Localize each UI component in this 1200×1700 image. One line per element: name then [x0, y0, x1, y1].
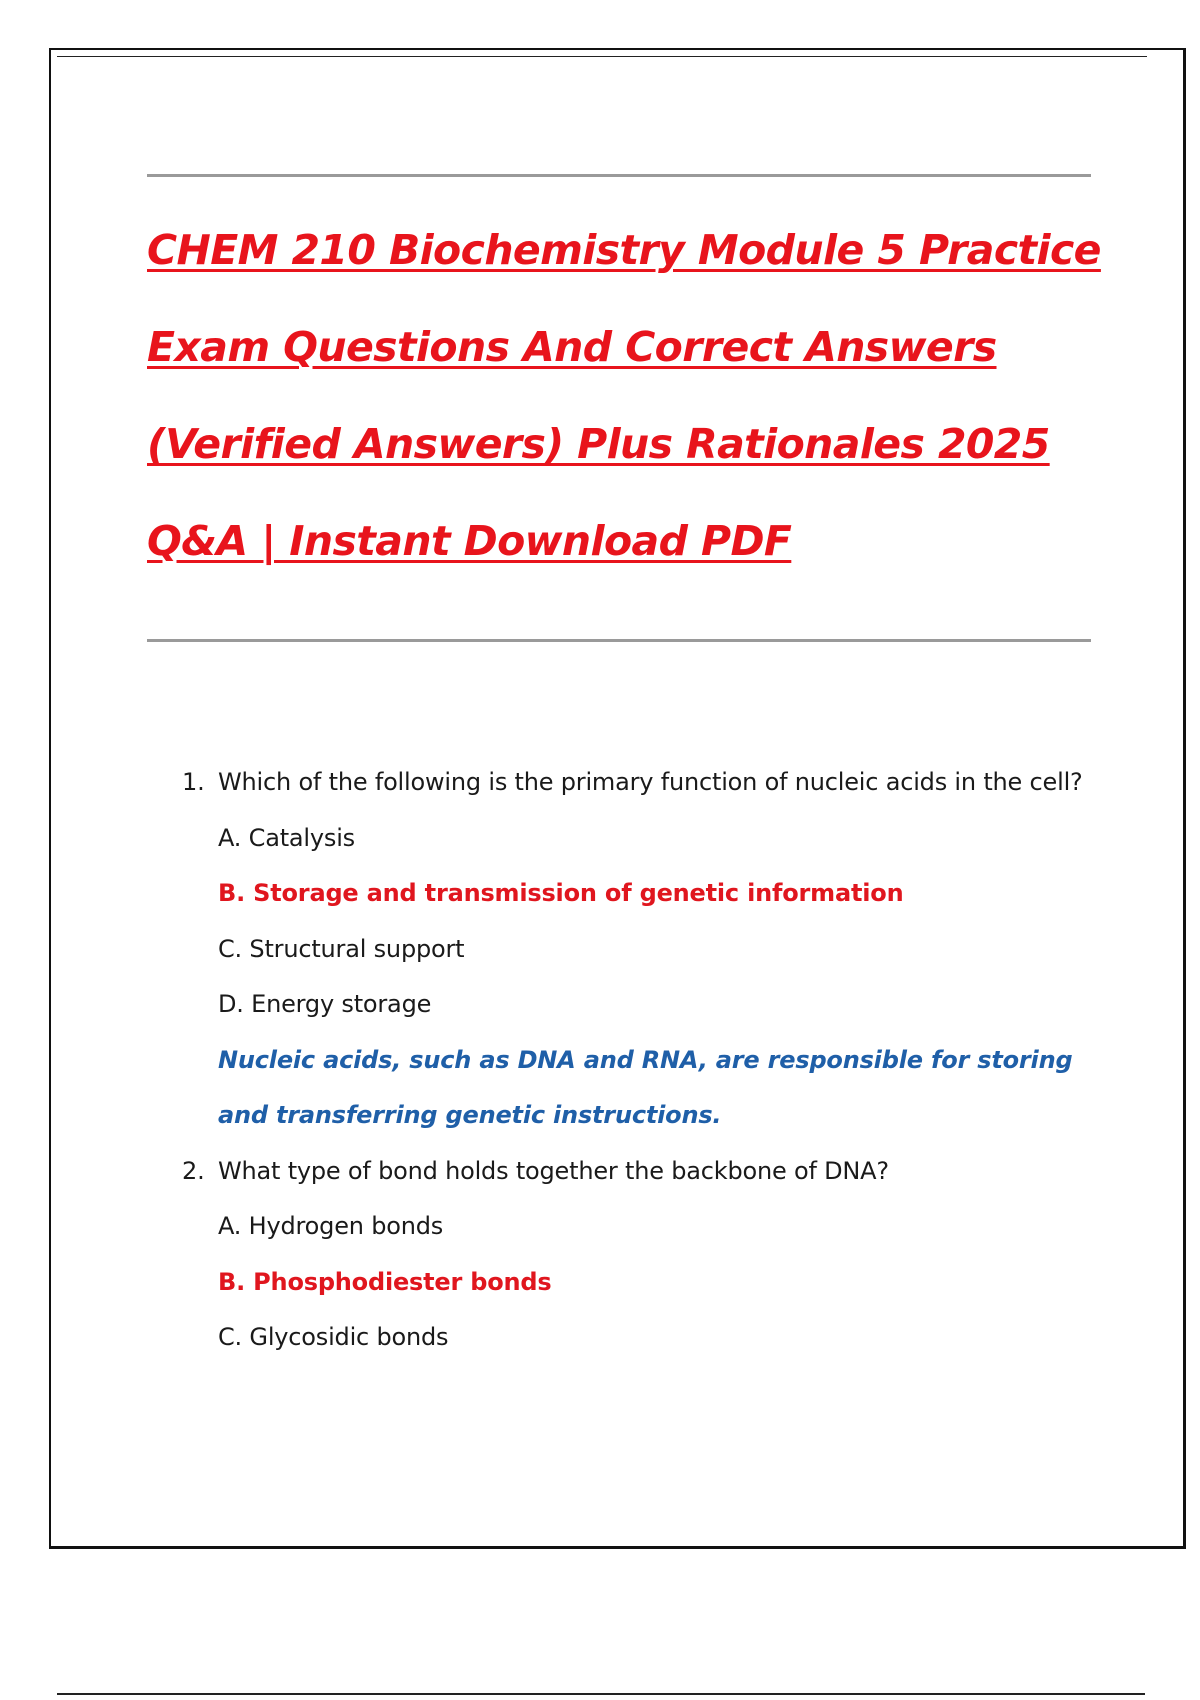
title-line: Q&A | Instant Download PDF: [147, 517, 792, 565]
question-item: [182, 1144, 1122, 1366]
question-number: 2.: [182, 1156, 205, 1185]
answer-option: C. Structural support: [218, 934, 465, 963]
footer-rule: [57, 1693, 1145, 1695]
answer-option: C. Glycosidic bonds: [218, 1323, 449, 1351]
question-item: [182, 755, 1122, 1144]
question-text: Which of the following is the primary function of nucleic acids in the cell?: [218, 768, 1083, 796]
title-line: CHEM 210 Biochemistry Module 5 Practice: [147, 226, 1101, 274]
question-text: What type of bond holds together the backbone of DNA?: [218, 1156, 889, 1185]
correct-answer-option: B. Phosphodiester bonds: [218, 1267, 552, 1296]
title-line: (Verified Answers) Plus Rationales 2025: [147, 420, 1050, 468]
title-line: Exam Questions And Correct Answers: [147, 323, 997, 371]
answer-option: A. Hydrogen bonds: [218, 1212, 444, 1240]
rationale-text: Nucleic acids, such as DNA and RNA, are responsible for storing and transferring genetic instructions.: [218, 1045, 1073, 1129]
frame-top-rule: [57, 56, 1147, 57]
correct-answer-option: B. Storage and transmission of genetic information: [218, 879, 904, 907]
document-title: [147, 202, 1107, 590]
answer-option: A. Catalysis: [218, 823, 355, 852]
title-top-divider: [147, 174, 1091, 177]
answer-option: D. Energy storage: [218, 990, 432, 1018]
page-frame: [49, 48, 1186, 1549]
question-list: [182, 755, 1122, 1366]
title-bottom-divider: [147, 639, 1091, 642]
question-number: 1.: [182, 768, 205, 796]
